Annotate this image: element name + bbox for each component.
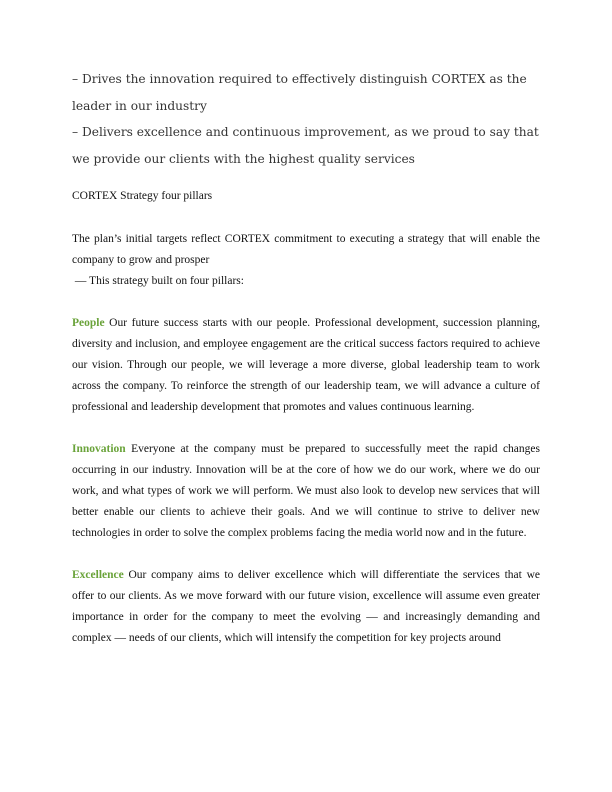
pillar-text-people: Our future success starts with our people. Professional development, succession planning, diversity and inclusion, and employee engagement are the critical success factors required to achieve our vision. Through our people, we will leverage a more diverse, global leadership team to work across the company. To reinforce the strength of our leadership team, we will advance a culture of professional and leadership development that promotes and values continuous learning. (72, 317, 540, 413)
pillar-innovation (72, 439, 540, 544)
intro-bullet-excellence: – Delivers excellence and continuous improvement, as we proud to say that we provide our clients with the highest quality services (72, 125, 539, 166)
intro-bullets (72, 66, 540, 172)
pillar-text-innovation: Everyone at the company must be prepared to successfully meet the rapid changes occurring in our industry. Innovation will be at the core of how we do our work, where we do our work, and what types of work we will perform. We must also look to develop new services that will better enable our clients to achieve their goals. And we will continue to strive to deliver new technologies in order to solve the complex problems facing the media world now and in the future. (72, 443, 540, 539)
section-title: CORTEX Strategy four pillars (72, 190, 213, 202)
plan-text: The plan’s initial targets reflect CORTEX commitment to executing a strategy that will enable the company to grow and prosper (72, 233, 540, 266)
pillar-heading-innovation: Innovation (72, 443, 126, 455)
document-page (72, 66, 540, 649)
pillar-text-excellence: Our company aims to deliver excellence which will differentiate the services that we offer to our clients. As we move forward with our future vision, excellence will assume even greater importance in order for the company to meet the evolving — and increasingly demanding and complex — needs of our clients, which will intensify the competition for key projects around (72, 569, 540, 644)
pillar-people (72, 313, 540, 418)
plan-paragraph (72, 229, 540, 292)
pillar-heading-people: People (72, 317, 105, 329)
intro-bullet-innovation: – Drives the innovation required to effectively distinguish CORTEX as the leader in our industry (72, 72, 527, 113)
pillar-heading-excellence: Excellence (72, 569, 124, 581)
plan-subline: — This strategy built on four pillars: (72, 275, 244, 287)
pillar-excellence (72, 565, 540, 649)
